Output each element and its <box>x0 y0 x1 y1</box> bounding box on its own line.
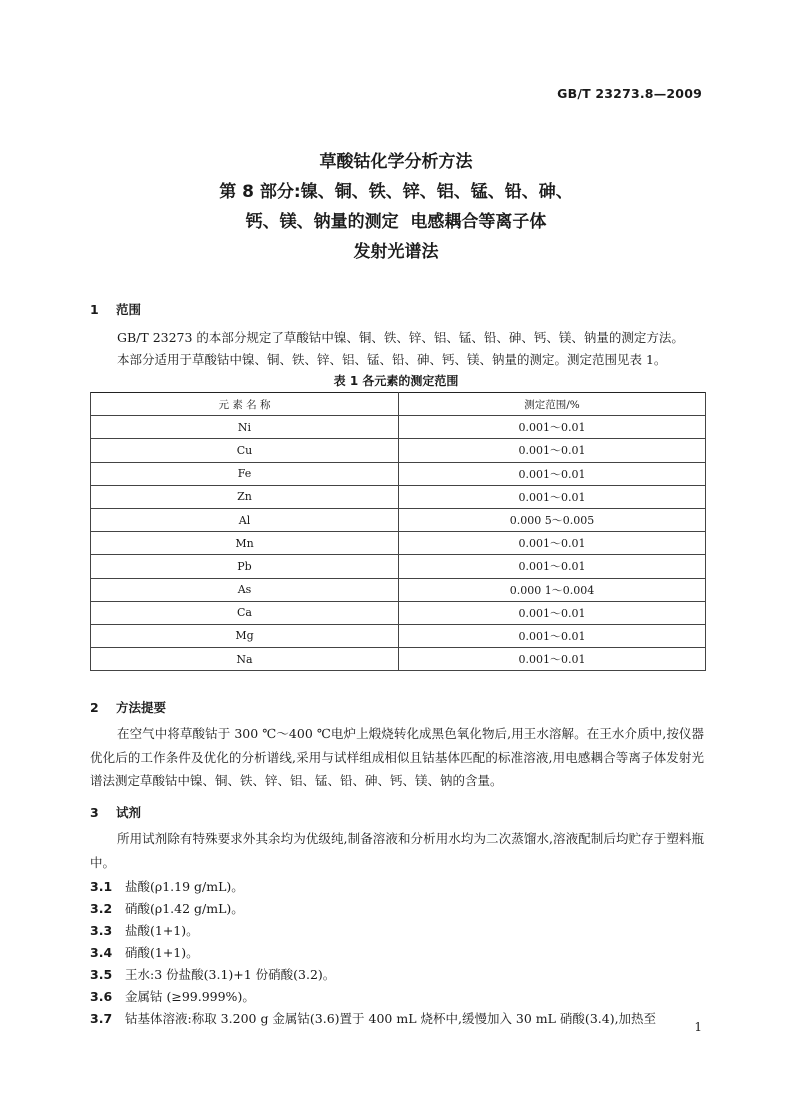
reagent-item <box>90 1009 656 1027</box>
item-number: 3.6 <box>90 989 113 1004</box>
section-heading-reagents <box>90 803 141 821</box>
item-number: 3.2 <box>90 901 113 916</box>
section-title: 试剂 <box>116 805 142 820</box>
range-cell: 0.001～0.01 <box>399 416 706 439</box>
section-title: 范围 <box>116 302 142 317</box>
item-number: 3.7 <box>90 1011 113 1026</box>
table-row <box>91 555 706 578</box>
table-header-cell: 测定范围/% <box>399 393 706 416</box>
table-row <box>91 439 706 462</box>
principle-paragraph: 在空气中将草酸钴于 300 ℃～400 ℃电炉上煅烧转化成黑色氧化物后,用王水溶解。在王水介质中,按仪器优化后的工作条件及优化的分析谱线,采用与试样组成相似且钴基体匹配的标准溶液,用电感耦合等离子体发射光谱法测定草酸钴中镍、铜、铁、锌、铝、锰、铅、砷、钙、镁、钠的含量。 <box>90 726 704 788</box>
section-number: 3 <box>90 805 99 820</box>
document-title <box>0 147 792 267</box>
range-cell: 0.001～0.01 <box>399 601 706 624</box>
section-number: 1 <box>90 302 99 317</box>
standard-code: GB/T 23273.8—2009 <box>557 86 702 101</box>
item-text: 王水:3 份盐酸(3.1)+1 份硝酸(3.2)。 <box>125 967 336 982</box>
element-cell: Ca <box>91 601 399 624</box>
range-cell: 0.001～0.01 <box>399 648 706 671</box>
table-row <box>91 485 706 508</box>
section-heading-scope <box>90 300 141 318</box>
range-cell: 0.001～0.01 <box>399 485 706 508</box>
range-cell: 0.001～0.01 <box>399 439 706 462</box>
item-number: 3.1 <box>90 879 113 894</box>
range-cell: 0.001～0.01 <box>399 462 706 485</box>
section-title: 方法提要 <box>116 700 167 715</box>
reagent-item <box>90 965 335 983</box>
item-text: 硝酸(ρ1.42 g/mL)。 <box>125 901 244 916</box>
section-heading-principle <box>90 698 166 716</box>
title-line: 钙、镁、钠量的测定 电感耦合等离子体 <box>245 212 547 232</box>
element-cell: Mn <box>91 532 399 555</box>
table-caption: 表 1 各元素的测定范围 <box>333 374 459 388</box>
item-text: 硝酸(1+1)。 <box>125 945 199 960</box>
element-cell: Fe <box>91 462 399 485</box>
table-row <box>91 648 706 671</box>
table-row <box>91 416 706 439</box>
table-row <box>91 624 706 647</box>
table-row <box>91 532 706 555</box>
element-cell: Al <box>91 508 399 531</box>
item-number: 3.5 <box>90 967 113 982</box>
range-cell: 0.001～0.01 <box>399 624 706 647</box>
item-text: 盐酸(ρ1.19 g/mL)。 <box>125 879 244 894</box>
range-cell: 0.001～0.01 <box>399 555 706 578</box>
title-line: 发射光谱法 <box>353 242 439 262</box>
item-number: 3.3 <box>90 923 113 938</box>
table-header-cell: 元 素 名 称 <box>91 393 399 416</box>
reagent-item <box>90 899 244 917</box>
element-cell: Pb <box>91 555 399 578</box>
title-line: 草酸钴化学分析方法 <box>319 152 473 172</box>
table-row <box>91 508 706 531</box>
scope-paragraph-2: 本部分适用于草酸钴中镍、铜、铁、锌、铝、锰、铅、砷、钙、镁、钠量的测定。测定范围见表 1。 <box>117 352 667 367</box>
page-number: 1 <box>694 1020 702 1034</box>
element-cell: Ni <box>91 416 399 439</box>
element-cell: As <box>91 578 399 601</box>
reagent-item <box>90 987 255 1005</box>
range-cell: 0.001～0.01 <box>399 532 706 555</box>
measurement-range-table <box>90 392 706 671</box>
table-header-row <box>91 393 706 416</box>
reagents-paragraph: 所用试剂除有特殊要求外其余均为优级纯,制备溶液和分析用水均为二次蒸馏水,溶液配制后均贮存于塑料瓶中。 <box>90 831 704 870</box>
item-text: 金属钴 (≥99.999%)。 <box>125 989 255 1004</box>
reagent-item <box>90 943 199 961</box>
item-number: 3.4 <box>90 945 113 960</box>
reagent-item <box>90 921 199 939</box>
scope-paragraph-1: GB/T 23273 的本部分规定了草酸钴中镍、铜、铁、锌、铝、锰、铅、砷、钙、镁、钠量的测定方法。 <box>117 330 684 345</box>
section-number: 2 <box>90 700 99 715</box>
element-cell: Zn <box>91 485 399 508</box>
reagent-item <box>90 877 244 895</box>
element-cell: Na <box>91 648 399 671</box>
item-text: 盐酸(1+1)。 <box>125 923 199 938</box>
table-row <box>91 578 706 601</box>
table-row <box>91 601 706 624</box>
range-cell: 0.000 5～0.005 <box>399 508 706 531</box>
item-text: 钴基体溶液:称取 3.200 g 金属钴(3.6)置于 400 mL 烧杯中,缓慢加入 30 mL 硝酸(3.4),加热至 <box>125 1011 657 1026</box>
table-row <box>91 462 706 485</box>
range-cell: 0.000 1～0.004 <box>399 578 706 601</box>
element-cell: Mg <box>91 624 399 647</box>
title-line: 第 8 部分:镍、铜、铁、锌、铝、锰、铅、砷、 <box>219 182 573 202</box>
element-cell: Cu <box>91 439 399 462</box>
